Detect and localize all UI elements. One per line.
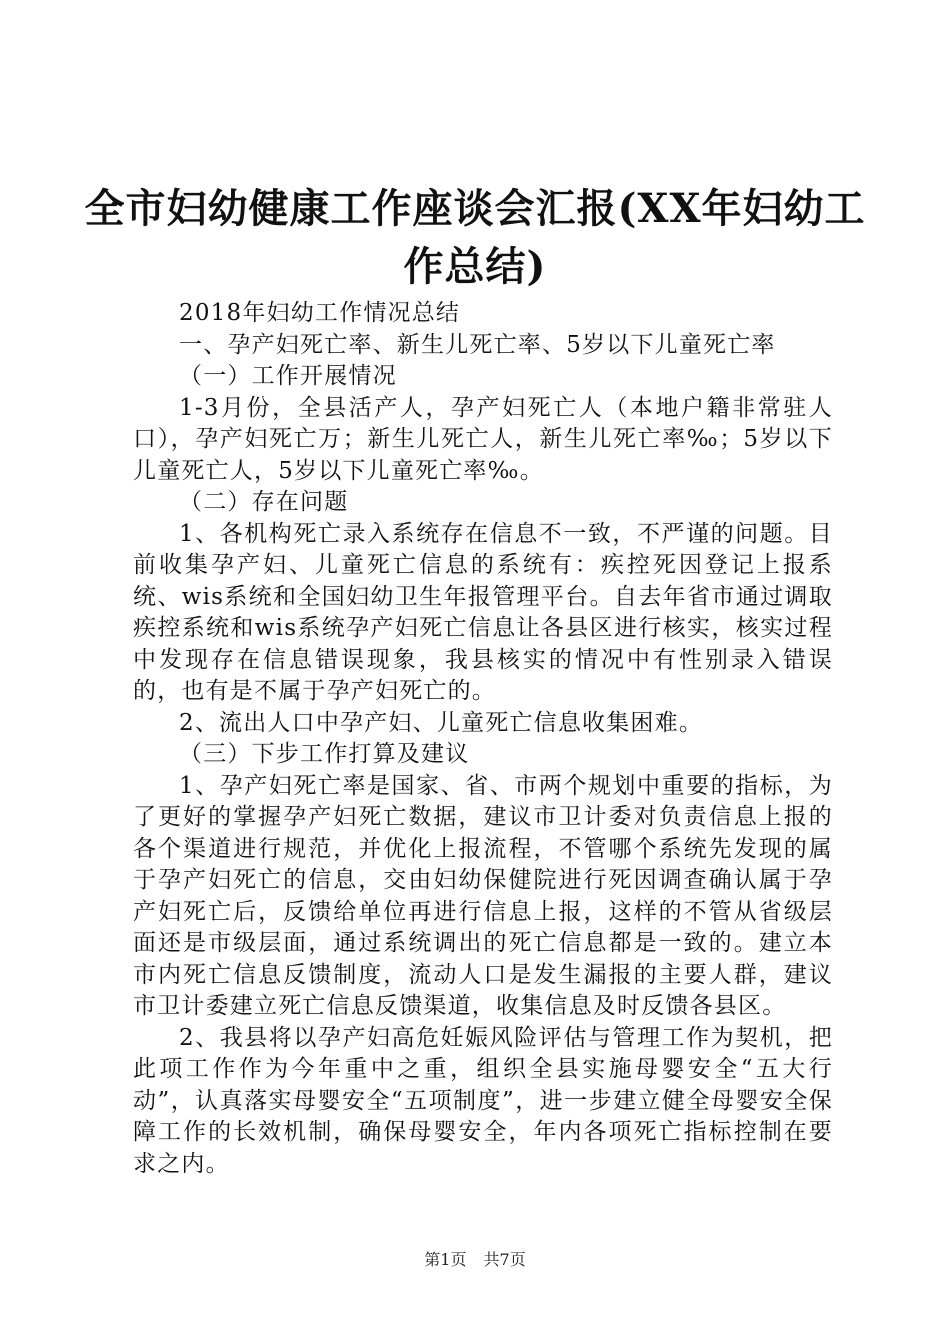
page-number: 第1页 bbox=[424, 1250, 467, 1269]
page-total: 共7页 bbox=[483, 1250, 526, 1269]
paragraph-plan-2: 2、我县将以孕产妇高危妊娠风险评估与管理工作为契机，把此项工作作为今年重中之重，组织全县实施母婴安全“五大行动”，认真落实母婴安全“五项制度”，进一步建立健全母婴安全保障工作的长效机制，确保母婴安全，年内各项死亡指标控制在要求之内。 bbox=[133, 1024, 833, 1177]
paragraph-subsection-2-heading: （二）存在问题 bbox=[179, 489, 349, 515]
paragraph-section-1-heading: 一、孕产妇死亡率、新生儿死亡率、5岁以下儿童死亡率 bbox=[179, 331, 776, 358]
page-footer bbox=[0, 1247, 950, 1270]
paragraph-problem-1: 1、各机构死亡录入系统存在信息不一致，不严谨的问题。目前收集孕产妇、儿童死亡信息的系统有：疾控死因登记上报系统、wis系统和全国妇幼卫生年报管理平台。自去年省市通过调取疾控系统和wis系统孕产妇死亡信息让各县区进行核实，核实过程中发现存在信息错误现象，我县核实的情况中有性别录入错误的，也有是不属于孕产妇死亡的。 bbox=[133, 520, 833, 704]
paragraph-subsection-1-heading: （一）工作开展情况 bbox=[179, 363, 397, 389]
paragraph-problem-2: 2、流出人口中孕产妇、儿童死亡信息收集困难。 bbox=[179, 709, 704, 736]
document-body bbox=[133, 298, 833, 1180]
document-title: 全市妇幼健康工作座谈会汇报(XX年妇幼工作总结) bbox=[84, 185, 866, 290]
paragraph-subsection-3-heading: （三）下步工作打算及建议 bbox=[179, 741, 470, 767]
paragraph-summary-heading: 2018年妇幼工作情况总结 bbox=[179, 300, 461, 326]
paragraph-plan-1: 1、孕产妇死亡率是国家、省、市两个规划中重要的指标，为了更好的掌握孕产妇死亡数据，建议市卫计委对负责信息上报的各个渠道进行规范，并优化上报流程，不管哪个系统先发现的属于孕产妇死亡的信息，交由妇幼保健院进行死因调查确认属于孕产妇死亡后，反馈给单位再进行信息上报，这样的不管从省级层面还是市级层面，通过系统调出的死亡信息都是一致的。建立本市内死亡信息反馈制度，流动人口是发生漏报的主要人群，建议市卫计委建立死亡信息反馈渠道，收集信息及时反馈各县区。 bbox=[133, 772, 833, 1019]
paragraph-statistics: 1-3月份，全县活产人，孕产妇死亡人（本地户籍非常驻人口），孕产妇死亡万；新生儿死亡人，新生儿死亡率‰；5岁以下儿童死亡人，5岁以下儿童死亡率‰。 bbox=[133, 394, 833, 484]
